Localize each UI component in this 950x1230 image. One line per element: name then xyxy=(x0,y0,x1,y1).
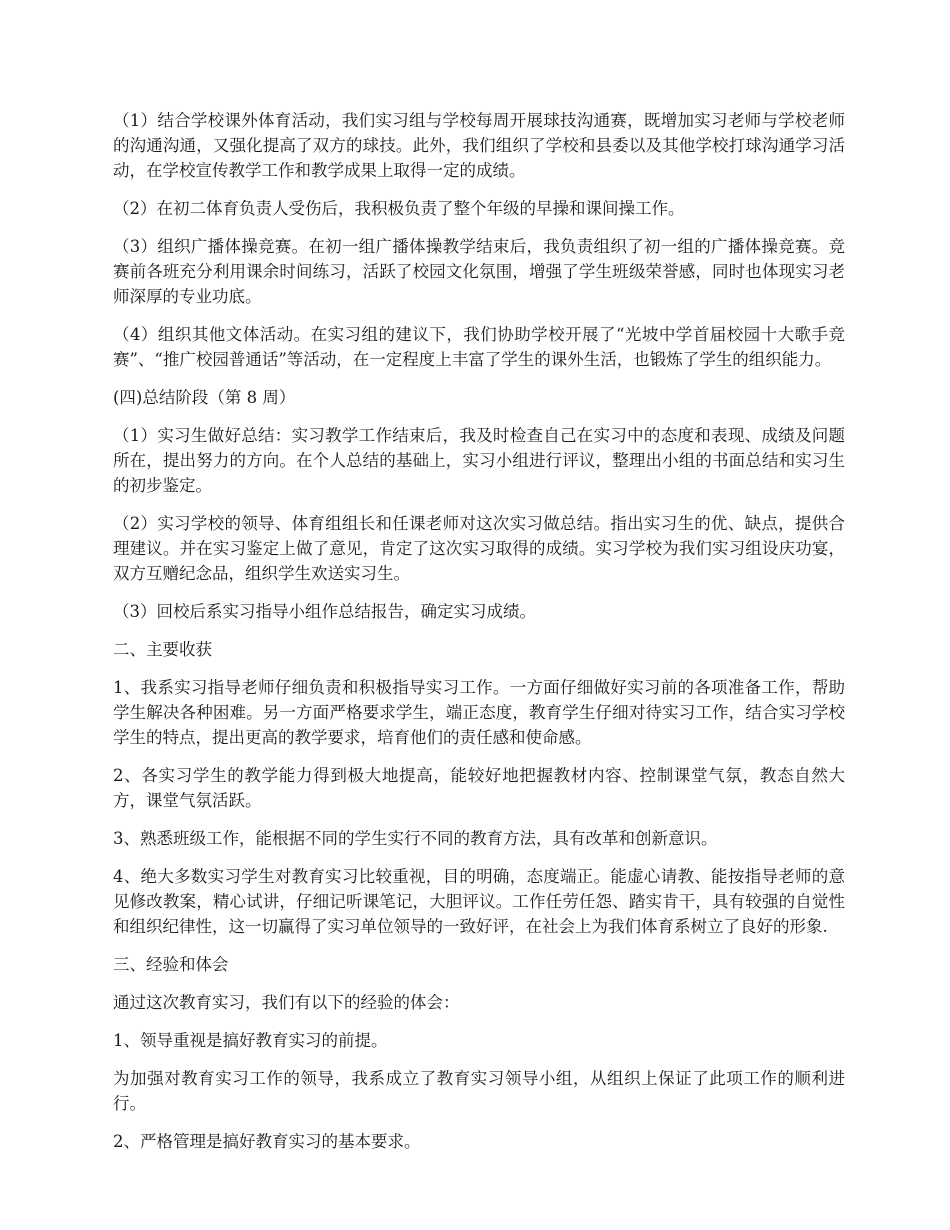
section-heading-main-gains: 二、主要收获 xyxy=(113,640,212,659)
paragraph-activity-morning-exercise: （2）在初二体育负责人受伤后，我积极负责了整个年级的早操和课间操工作。 xyxy=(113,199,685,218)
paragraph-gain-1: 1、我系实习指导老师仔细负责和积极指导实习工作。一方面仔细做好实习前的各项准备工作，帮助学生解决各种困难。另一方面严格要求学生，端正态度，教育学生仔细对待实习工作，结合实习学校学生的特点，提出更高的教学要求，培育他们的责任感和使命感。 xyxy=(113,678,845,747)
paragraph-gain-2: 2、各实习学生的教学能力得到极大地提高，能较好地把握教材内容、控制课堂气氛，教态自然大方，课堂气氛活跃。 xyxy=(113,766,845,810)
paragraph-activity-broadcast-gymnastics: （3）组织广播体操竞赛。在初一组广播体操教学结束后，我负责组织了初一组的广播体操竞赛。竞赛前各班充分利用课余时间练习，活跃了校园文化氛围，增强了学生班级荣誉感，同时也体现实习老师深厚的专业功底。 xyxy=(113,237,845,306)
paragraph-summary-school: （2）实习学校的领导、体育组组长和任课老师对这次实习做总结。指出实习生的优、缺点，提供合理建议。并在实习鉴定上做了意见，肯定了这次实习取得的成绩。实习学校为我们实习组设庆功宴，双方互赠纪念品，组织学生欢送实习生。 xyxy=(113,514,845,583)
section-heading-summary-stage: (四)总结阶段（第 8 周） xyxy=(113,388,296,407)
paragraph-experience-1-heading: 1、领导重视是搞好教育实习的前提。 xyxy=(113,1031,388,1050)
section-heading-experience: 三、经验和体会 xyxy=(113,955,229,974)
document-page xyxy=(113,108,845,1167)
paragraph-experience-2-heading: 2、严格管理是搞好教育实习的基本要求。 xyxy=(113,1132,421,1151)
paragraph-gain-4: 4、绝大多数实习学生对教育实习比较重视，目的明确，态度端正。能虚心请教、能按指导老师的意见修改教案，精心试讲，仔细记听课笔记，大胆评议。工作任劳任怨、踏实肯干，具有较强的自觉性和组织纪律性，这一切赢得了实习单位领导的一致好评，在社会上为我们体育系树立了良好的形象. xyxy=(113,867,845,936)
paragraph-experience-intro: 通过这次教育实习，我们有以下的经验的体会： xyxy=(113,993,460,1012)
paragraph-summary-self: （1）实习生做好总结：实习教学工作结束后，我及时检查自己在实习中的态度和表现、成绩及问题所在，提出努力的方向。在个人总结的基础上，实习小组进行评议，整理出小组的书面总结和实习生的初步鉴定。 xyxy=(113,426,845,495)
paragraph-activity-other-events: （4）组织其他文体活动。在实习组的建议下，我们协助学校开展了“光坡中学首届校园十大歌手竞赛”、“推广校园普通话”等活动，在一定程度上丰富了学生的课外生活，也锻炼了学生的组织能力。 xyxy=(113,325,845,369)
paragraph-gain-3: 3、熟悉班级工作，能根据不同的学生实行不同的教育方法，具有改革和创新意识。 xyxy=(113,829,718,848)
paragraph-summary-report: （3）回校后系实习指导小组作总结报告，确定实习成绩。 xyxy=(113,602,536,621)
paragraph-activity-ball-exchange: （1）结合学校课外体育活动，我们实习组与学校每周开展球技沟通赛，既增加实习老师与学校老师的沟通沟通，又强化提高了双方的球技。此外，我们组织了学校和县委以及其他学校打球沟通学习活动，在学校宣传教学工作和教学成果上取得一定的成绩。 xyxy=(113,111,845,180)
paragraph-experience-1-body: 为加强对教育实习工作的领导，我系成立了教育实习领导小组，从组织上保证了此项工作的顺利进行。 xyxy=(113,1069,845,1113)
